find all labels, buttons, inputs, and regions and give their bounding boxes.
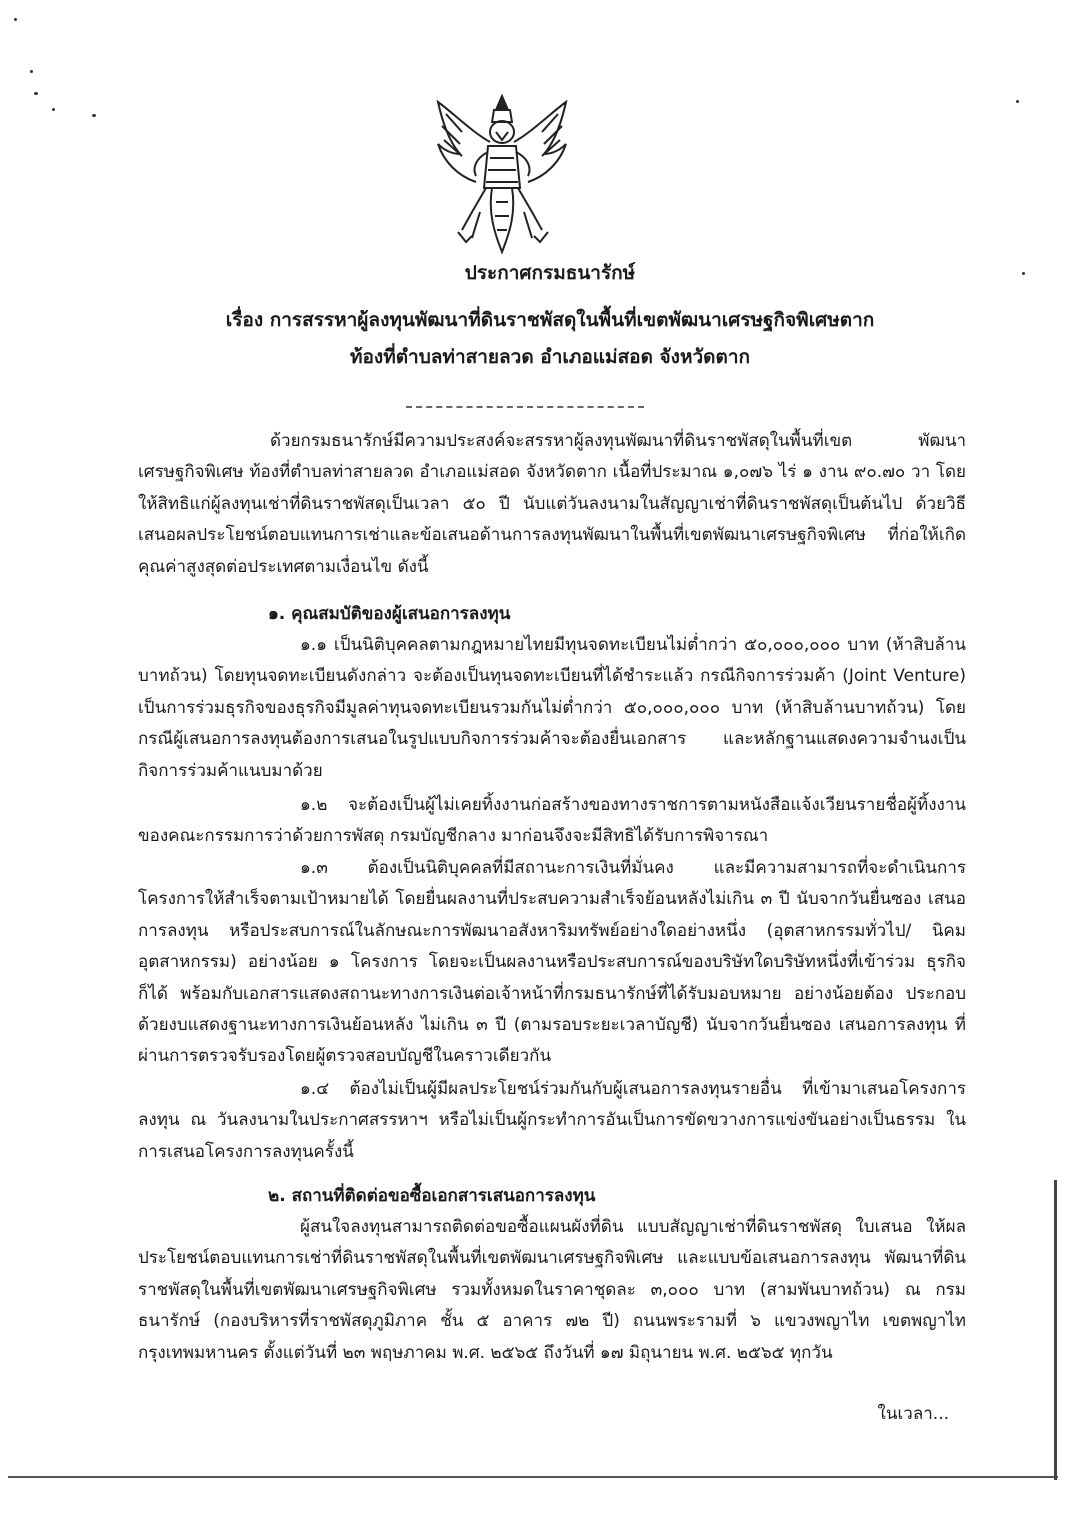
section1-item1: ๑.๑ เป็นนิติบุคคลตามกฎหมายไทยมีทุนจดทะเบียนไม่ต่ำกว่า ๕๐,๐๐๐,๐๐๐ บาท (ห้าสิบล้านบาทถ้วน) โดยทุนจดทะเบียนดังกล่าว จะต้องเป็นทุนจดทะเบียนที่ได้ชำระแล้ว กรณีกิจการร่วมค้า (Joint Venture) เป็นการร่วมธุรกิจของธุรกิจมีมูลค่าทุนจดทะเบียนรวมกันไม่ต่ำกว่า ๕๐,๐๐๐,๐๐๐ บาท (ห้าสิบล้านบาทถ้วน) โดยกรณีผู้เสนอการลงทุนต้องการเสนอในรูปแบบกิจการร่วมค้าจะต้องยื่นเอกสาร และหลักฐานแสดงความจำนงเป็นกิจการร่วมค้าแนบมาด้วย <box>138 635 966 781</box>
scan-bottom-edge <box>8 1476 1058 1478</box>
intro-paragraph: ด้วยกรมธนารักษ์มีความประสงค์จะสรรหาผู้ลงทุนพัฒนาที่ดินราชพัสดุในพื้นที่เขต พัฒนาเศรษฐกิจพิเศษ ท้องที่ตำบลท่าสายลวด อำเภอแม่สอด จังหวัดตาก เนื้อที่ประมาณ ๑,๐๗๖ ไร่ ๑ งาน ๙๐.๗๐ วา โดยให้สิทธิแก่ผู้ลงทุนเช่าที่ดินราชพัสดุเป็นเวลา ๕๐ ปี นับแต่วันลงนามในสัญญาเช่าที่ดินราชพัสดุเป็นต้นไป ด้วยวิธีเสนอผลประโยชน์ตอบแทนการเช่าและข้อเสนอด้านการลงทุนพัฒนาในพื้นที่เขตพัฒนาเศรษฐกิจพิเศษ ที่ก่อให้เกิดคุณค่าสูงสุดต่อประเทศตามเงื่อนไข ดังนี้ <box>138 431 966 577</box>
scan-speck <box>30 70 33 73</box>
scan-right-edge <box>1054 1180 1057 1480</box>
scan-speck <box>14 18 17 21</box>
section1-item4: ๑.๔ ต้องไม่เป็นผู้มีผลประโยชน์ร่วมกันกับผู้เสนอการลงทุนรายอื่น ที่เข้ามาเสนอโครงการ ลงทุน ณ วันลงนามในประกาศสรรหาฯ หรือไม่เป็นผู้กระทำการอันเป็นการขัดขวางการแข่งขันอย่างเป็นธรรม ในการเสนอโครงการลงทุนครั้งนี้ <box>138 1079 966 1162</box>
scan-speck <box>34 92 38 95</box>
announcement-location: ท้องที่ตำบลท่าสายลวด อำเภอแม่สอด จังหวัดตาก <box>349 346 750 368</box>
section1-item3: ๑.๓ ต้องเป็นนิติบุคคลที่มีสถานะการเงินที่มั่นคง และมีความสามารถที่จะดำเนินการ โครงการให้สำเร็จตามเป้าหมายได้ โดยยื่นผลงานที่ประสบความสำเร็จย้อนหลังไม่เกิน ๓ ปี นับจากวันยื่นซอง เสนอการลงทุน หรือประสบการณ์ในลักษณะการพัฒนาอสังหาริมทรัพย์อย่างใดอย่างหนึ่ง (อุตสาหกรรมทั่วไป/ นิคมอุตสาหกรรม) อย่างน้อย ๑ โครงการ โดยจะเป็นผลงานหรือประสบการณ์ของบริษัทใดบริษัทหนึ่งที่เข้าร่วม ธุรกิจก็ได้ พร้อมกับเอกสารแสดงสถานะทางการเงินต่อเจ้าหน้าที่กรมธนารักษ์ที่ได้รับมอบหมาย อย่างน้อยต้อง ประกอบด้วยงบแสดงฐานะทางการเงินย้อนหลัง ไม่เกิน ๓ ปี (ตามรอบระยะเวลาบัญชี) นับจากวันยื่นซอง เสนอการลงทุน ที่ผ่านการตรวจรับรองโดยผู้ตรวจสอบบัญชีในคราวเดียวกัน <box>138 858 966 1067</box>
announcement-subject: เรื่อง การสรรหาผู้ลงทุนพัฒนาที่ดินราชพัสดุในพื้นที่เขตพัฒนาเศรษฐกิจพิเศษตาก <box>225 309 875 331</box>
section1-heading: ๑. คุณสมบัติของผู้เสนอการลงทุน <box>268 604 511 624</box>
section2-paragraph: ผู้สนใจลงทุนสามารถติดต่อขอซื้อแผนผังที่ดิน แบบสัญญาเช่าที่ดินราชพัสดุ ใบเสนอ ให้ผลประโยชน์ตอบแทนการเช่าที่ดินราชพัสดุในพื้นที่เขตพัฒนาเศรษฐกิจพิเศษ และแบบข้อเสนอการลงทุน พัฒนาที่ดินราชพัสดุในพื้นที่เขตพัฒนาเศรษฐกิจพิเศษ รวมทั้งหมดในราคาชุดละ ๓,๐๐๐ บาท (สามพันบาทถ้วน) ณ กรมธนารักษ์ (กองบริหารที่ราชพัสดุภูมิภาค ชั้น ๕ อาคาร ๗๒ ปี) ถนนพระรามที่ ๖ แขวงพญาไท เขตพญาไท กรุงเทพมหานคร ตั้งแต่วันที่ ๒๓ พฤษภาคม พ.ศ. ๒๕๖๕ ถึงวันที่ ๑๗ มิถุนายน พ.ศ. ๒๕๖๕ ทุกวัน <box>138 1217 966 1363</box>
section2-heading: ๒. สถานที่ติดต่อขอซื้อเอกสารเสนอการลงทุน <box>268 1186 596 1206</box>
announcement-issuer: ประกาศกรมธนารักษ์ <box>464 262 636 284</box>
scan-speck <box>1016 100 1019 103</box>
section1-item2: ๑.๒ จะต้องเป็นผู้ไม่เคยทิ้งงานก่อสร้างของทางราชการตามหนังสือแจ้งเวียนรายชื่อผู้ทิ้งงาน ของคณะกรรมการว่าด้วยการพัสดุ กรมบัญชีกลาง มาก่อนจึงจะมีสิทธิได้รับการพิจารณา <box>138 795 966 847</box>
scan-speck <box>92 114 96 117</box>
page-continuation: ในเวลา... <box>877 1404 949 1424</box>
title-separator <box>406 406 644 408</box>
scan-speck <box>1022 272 1025 275</box>
garuda-emblem-icon <box>432 92 572 258</box>
scan-speck <box>52 108 55 111</box>
